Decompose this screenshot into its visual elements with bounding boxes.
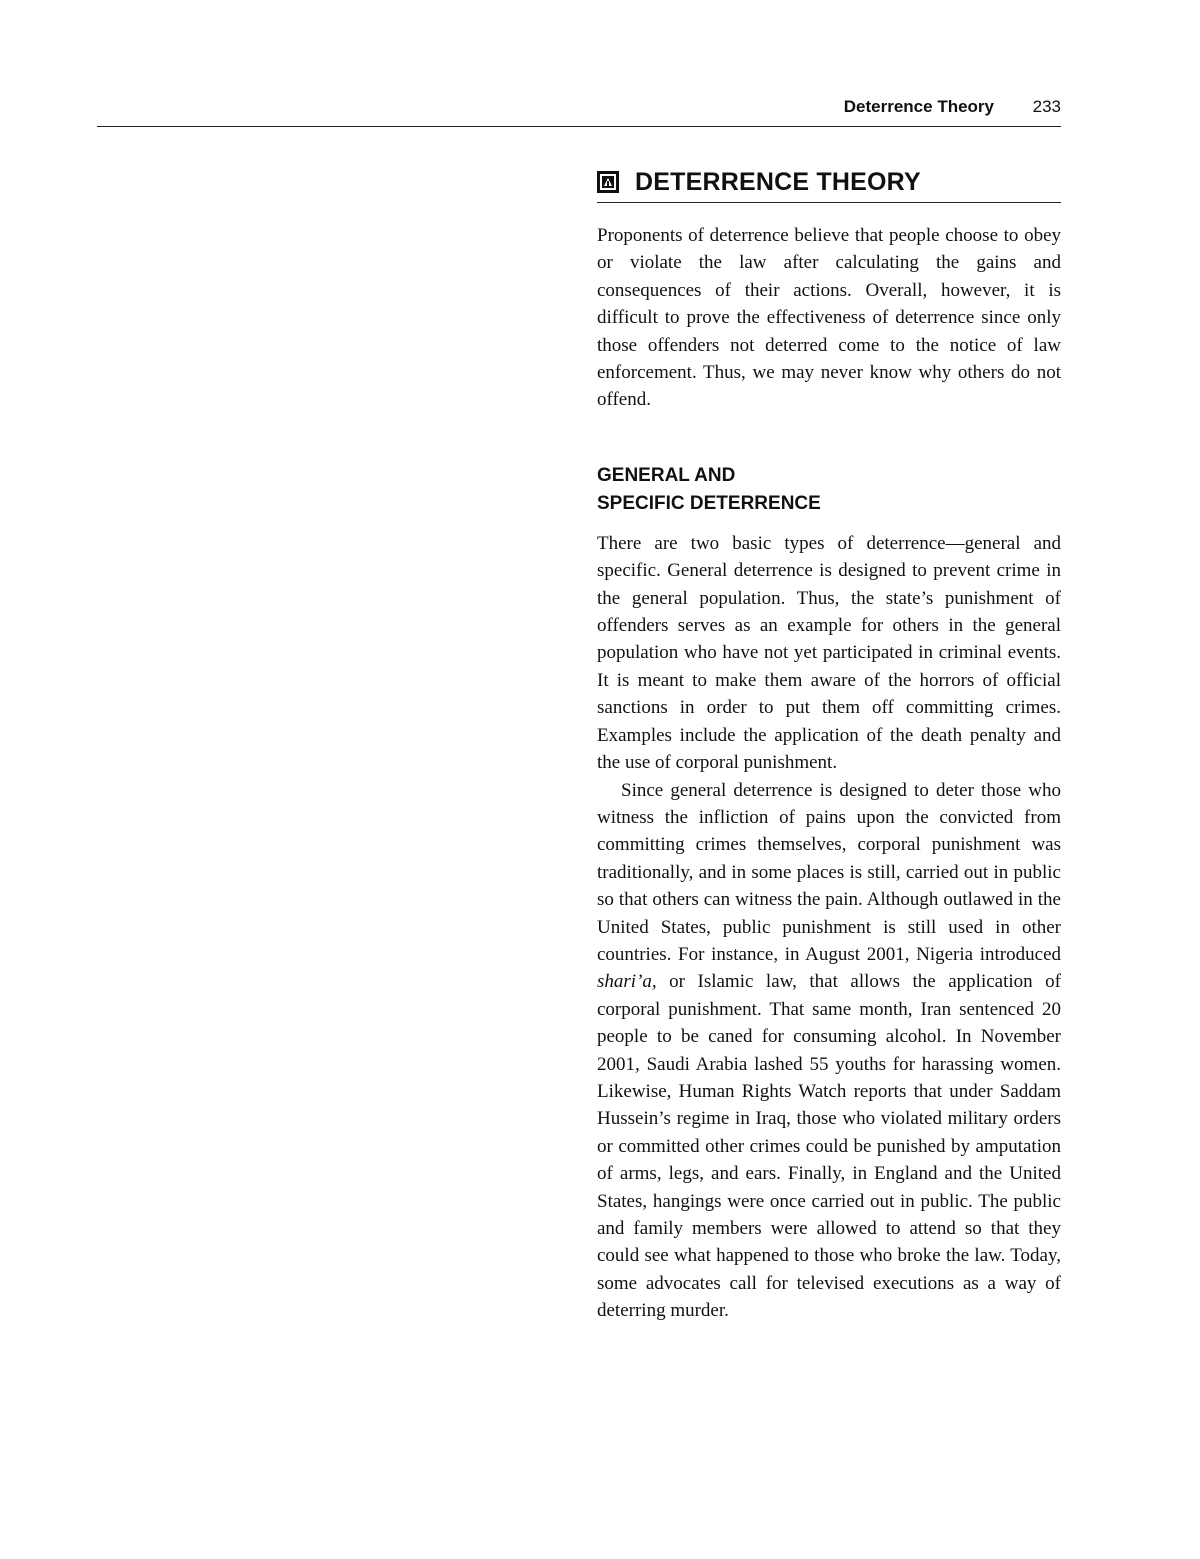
subsection-heading-line2: SPECIFIC DETERRENCE <box>597 492 821 514</box>
subsection-heading-line1: GENERAL AND <box>597 464 736 486</box>
body-paragraph-1: There are two basic types of deterrence—general and specific. General deterrence is designed to prevent crime in the general population. Thus, the state’s punishment of offenders serves as an example for others in the general population who have not yet participated in criminal events. It is meant to make them aware of the horrors of official sanctions in order to put them off committing crimes. Examples include the application of the death penalty and the use of corporal punishment. <box>597 532 1061 774</box>
text-column <box>597 166 1061 1325</box>
body-paragraph-2 <box>597 777 1061 1325</box>
subsection-heading <box>597 462 1061 518</box>
paragraph-2-text-start: Since general deterrence is designed to deter those who witness the infliction of pains upon the convicted from committing crimes themselves, corporal punishment was traditionally, and in some places is still, carried out in public so that others can witness the pain. Although outlawed in the United States, public punishment is still used in other countries. For instance, in August 2001, Nigeria introduced <box>597 779 1061 965</box>
running-head <box>97 96 1061 127</box>
section-title: DETERRENCE THEORY <box>635 167 921 196</box>
intro-paragraph: Proponents of deterrence believe that people choose to obey or violate the law after calculating the gains and consequences of their actions. Overall, however, it is difficult to prove the effectiveness of deterrence since only those offenders not deterred come to the notice of law enforcement. Thus, we may never know why others do not offend. <box>597 225 1061 411</box>
paragraph-2-text-end: or Islamic law, that allows the application of corporal punishment. That same month, Iran sentenced 20 people to be caned for consuming alcohol. In November 2001, Saudi Arabia lashed 55 youths for harassing women. Likewise, Human Rights Watch reports that under Saddam Hussein’s regime in Iraq, those who violated military orders or committed other crimes could be punished by amputation of arms, legs, and ears. Finally, in England and the United States, hangings were once carried out in public. The public and family members were allowed to attend so that they could see what happened to those who broke the law. Today, some advocates call for televised executions as a way of deterring murder. <box>597 971 1061 1322</box>
italic-term: shari’a, <box>597 971 657 993</box>
section-marker-icon <box>597 171 619 193</box>
section-heading <box>597 166 1061 203</box>
page-number: 233 <box>1032 97 1061 116</box>
running-head-title: Deterrence Theory <box>843 97 994 116</box>
